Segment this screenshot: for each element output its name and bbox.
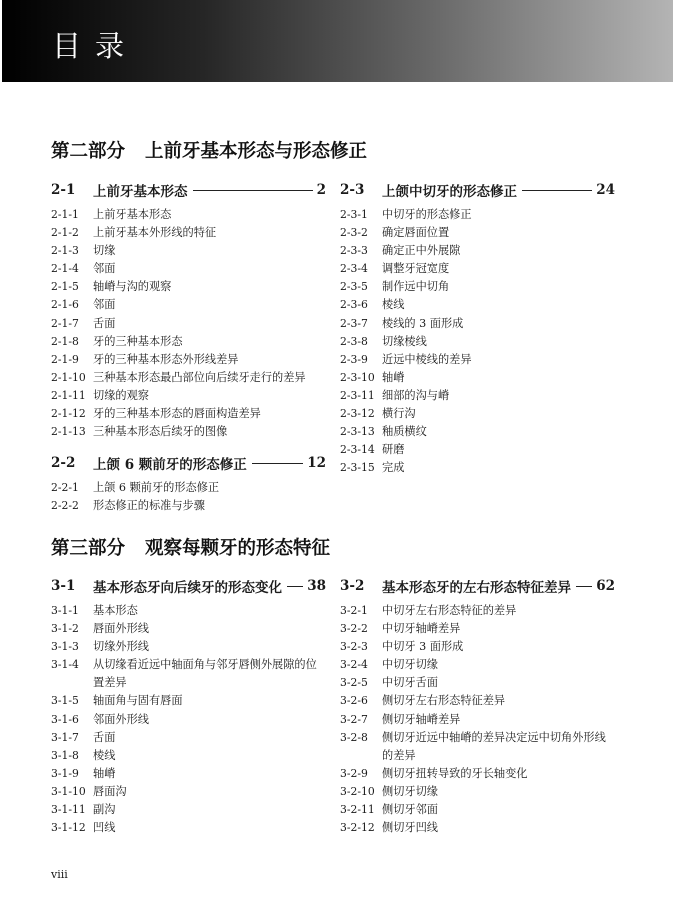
toc-entry[interactable] — [51, 801, 326, 819]
page-number: viii — [51, 868, 68, 881]
entry-title: 釉质横纹 — [382, 425, 427, 439]
toc-section — [51, 453, 326, 515]
entry-number: 3-2-8 — [340, 730, 368, 744]
part-title — [51, 537, 330, 561]
part-heading: 上前牙基本形态与形态修正 — [145, 141, 368, 162]
section-title: 上前牙基本形态 — [93, 184, 188, 200]
section-page: 2 — [316, 182, 326, 198]
toc-entry[interactable] — [340, 711, 615, 729]
entry-number: 2-1-2 — [51, 226, 79, 240]
toc-column — [51, 576, 326, 837]
entry-number: 3-2-1 — [340, 604, 368, 617]
toc-column — [340, 576, 615, 837]
toc-entry[interactable] — [340, 441, 615, 459]
entry-title: 牙的三种基本形态外形线差异 — [93, 352, 239, 366]
entry-number: 3-2-2 — [340, 622, 368, 636]
entry-number: 2-3-7 — [340, 316, 368, 330]
section-page: 12 — [307, 455, 326, 472]
entry-title: 切缘 — [93, 244, 116, 258]
toc-entry[interactable] — [51, 242, 326, 260]
entry-title: 邻面 — [93, 298, 116, 312]
entry-title: 侧切牙左右形态特征差异 — [382, 694, 506, 708]
section-page: 24 — [596, 182, 615, 198]
entry-title: 邻面 — [93, 262, 116, 276]
entry-title: 切缘的观察 — [93, 388, 149, 402]
entry-number: 3-1-7 — [51, 730, 79, 744]
toc-entry[interactable] — [51, 497, 326, 515]
section-heading[interactable] — [340, 180, 615, 200]
toc-entry[interactable] — [51, 423, 326, 441]
toc-column — [51, 180, 326, 515]
entry-title: 上前牙基本形态 — [93, 208, 172, 221]
entry-title: 完成 — [382, 461, 405, 475]
entry-number: 3-1-1 — [51, 604, 79, 617]
entry-number: 3-1-5 — [51, 694, 79, 708]
entry-title: 棱线的 3 面形成 — [382, 316, 464, 330]
entry-number: 2-3-11 — [340, 388, 375, 402]
entry-title: 细部的沟与嵴 — [382, 388, 450, 402]
section-page: 38 — [307, 578, 326, 594]
entry-number: 3-2-4 — [340, 658, 368, 672]
toc-entry[interactable] — [51, 819, 326, 837]
entry-title: 横行沟 — [382, 407, 416, 421]
section-number: 2-2 — [51, 455, 76, 472]
toc-entry[interactable] — [51, 692, 326, 710]
entry-number: 3-2-7 — [340, 712, 368, 726]
entry-number: 2-3-10 — [340, 370, 375, 384]
section-items — [340, 206, 615, 477]
section-page: 62 — [596, 578, 615, 594]
entry-number: 2-3-14 — [340, 443, 375, 457]
toc-section — [340, 576, 615, 837]
toc-entry[interactable] — [51, 296, 326, 314]
section-title: 上颌中切牙的形态修正 — [382, 184, 517, 200]
toc-entry[interactable] — [340, 656, 615, 674]
toc-entry[interactable] — [340, 423, 615, 441]
entry-title: 切缘外形线 — [93, 640, 149, 654]
section-items — [51, 602, 326, 837]
entry-title: 棱线 — [382, 298, 405, 312]
entry-title: 从切缘看近远中轴面角与邻牙唇侧外展隙的位置差异 — [93, 658, 317, 690]
toc-section — [51, 576, 326, 837]
entry-title: 三种基本形态后续牙的图像 — [93, 425, 228, 439]
entry-title: 牙的三种基本形态 — [93, 334, 183, 348]
entry-number: 3-2-9 — [340, 766, 368, 780]
entry-number: 3-2-6 — [340, 694, 368, 708]
entry-number: 2-3-12 — [340, 407, 375, 421]
toc-entry[interactable] — [51, 224, 326, 242]
toc-entry[interactable] — [340, 351, 615, 369]
entry-title: 唇面外形线 — [93, 622, 149, 636]
toc-entry[interactable] — [51, 206, 326, 224]
section-title: 上颌 6 颗前牙的形态修正 — [93, 457, 247, 474]
entry-number: 2-3-9 — [340, 352, 368, 366]
toc-entry[interactable] — [51, 783, 326, 801]
toc-entry[interactable] — [340, 296, 615, 314]
part-title — [51, 140, 367, 164]
section-number: 2-3 — [340, 182, 365, 198]
entry-number: 2-3-5 — [340, 280, 368, 294]
leader-rule — [287, 586, 303, 587]
toc-column — [340, 180, 615, 477]
entry-number: 2-1-9 — [51, 352, 79, 366]
entry-title: 中切牙切缘 — [382, 658, 438, 672]
entry-title: 舌面 — [93, 316, 116, 330]
part-label: 第二部分 — [51, 141, 126, 162]
toc-entry[interactable] — [51, 260, 326, 278]
toc-entry[interactable] — [340, 692, 615, 710]
leader-rule — [193, 190, 313, 191]
entry-number: 2-1-7 — [51, 316, 79, 330]
section-heading[interactable] — [340, 576, 615, 596]
entry-title: 轴嵴 — [93, 766, 116, 780]
toc-entry[interactable] — [51, 711, 326, 729]
section-title: 基本形态牙的左右形态特征差异 — [382, 580, 571, 596]
section-heading[interactable] — [51, 453, 326, 473]
entry-number: 3-2-5 — [340, 676, 368, 690]
section-items — [51, 206, 326, 441]
entry-title: 侧切牙扭转导致的牙长轴变化 — [382, 766, 528, 780]
section-heading[interactable] — [51, 576, 326, 596]
entry-title: 侧切牙近远中轴嵴的差异决定远中切角外形线的差异 — [382, 730, 606, 762]
entry-title: 调整牙冠宽度 — [382, 262, 450, 276]
entry-title: 唇面沟 — [93, 784, 127, 798]
entry-title: 轴嵴与沟的观察 — [93, 280, 172, 294]
entry-title: 侧切牙切缘 — [382, 784, 438, 798]
entry-number: 2-1-11 — [51, 388, 86, 402]
toc-entry[interactable] — [51, 479, 326, 497]
entry-number: 2-1-6 — [51, 298, 79, 312]
toc-entry[interactable] — [340, 260, 615, 278]
toc-entry[interactable] — [340, 278, 615, 296]
toc-entry[interactable] — [340, 459, 615, 477]
entry-title: 侧切牙凹线 — [382, 821, 438, 835]
entry-number: 3-2-11 — [340, 803, 375, 817]
section-title: 基本形态牙向后续牙的形态变化 — [93, 580, 282, 596]
entry-number: 2-2-2 — [51, 499, 79, 513]
entry-number: 3-2-10 — [340, 784, 375, 798]
entry-number: 2-3-4 — [340, 262, 368, 276]
entry-title: 确定正中外展隙 — [382, 244, 461, 258]
entry-number: 3-1-12 — [51, 821, 86, 835]
entry-number: 3-1-3 — [51, 640, 79, 654]
leader-rule — [522, 190, 592, 191]
entry-title: 牙的三种基本形态的唇面构造差异 — [93, 407, 261, 421]
entry-number: 2-3-1 — [340, 208, 368, 221]
entry-title: 上颌 6 颗前牙的形态修正 — [93, 481, 220, 495]
entry-number: 2-3-8 — [340, 334, 368, 348]
toc-entry[interactable] — [340, 783, 615, 801]
entry-number: 2-1-8 — [51, 334, 79, 348]
page-title: 目录 — [52, 29, 139, 63]
entry-number: 2-3-3 — [340, 244, 368, 258]
toc-entry[interactable] — [340, 674, 615, 692]
entry-number: 2-1-3 — [51, 244, 79, 258]
toc-entry[interactable] — [340, 801, 615, 819]
toc-entry[interactable] — [340, 638, 615, 656]
toc-entry[interactable] — [340, 224, 615, 242]
toc-entry[interactable] — [340, 765, 615, 783]
toc-entry[interactable] — [340, 242, 615, 260]
entry-number: 2-1-1 — [51, 208, 79, 221]
toc-section — [340, 180, 615, 477]
section-number: 2-1 — [51, 182, 76, 198]
toc-entry[interactable] — [51, 278, 326, 296]
entry-title: 棱线 — [93, 748, 116, 762]
entry-title: 侧切牙邻面 — [382, 803, 438, 817]
entry-number: 2-1-12 — [51, 407, 86, 421]
entry-number: 3-1-6 — [51, 712, 79, 726]
entry-title: 中切牙左右形态特征的差异 — [382, 604, 517, 617]
section-items — [340, 602, 615, 837]
toc-entry[interactable] — [340, 405, 615, 423]
entry-title: 轴嵴 — [382, 370, 405, 384]
toc-entry[interactable] — [51, 638, 326, 656]
entry-number: 2-1-13 — [51, 425, 86, 439]
entry-number: 3-2-3 — [340, 640, 368, 654]
entry-number: 3-1-11 — [51, 803, 86, 817]
entry-number: 2-2-1 — [51, 481, 79, 495]
entry-title: 侧切牙轴嵴差异 — [382, 712, 461, 726]
entry-title: 邻面外形线 — [93, 712, 149, 726]
entry-number: 3-2-12 — [340, 821, 375, 835]
entry-number: 3-1-9 — [51, 766, 79, 780]
entry-number: 2-3-2 — [340, 226, 368, 240]
toc-entry[interactable] — [51, 315, 326, 333]
toc-entry[interactable] — [340, 206, 615, 224]
toc-entry[interactable] — [51, 351, 326, 369]
toc-entry[interactable] — [51, 369, 326, 387]
part-label: 第三部分 — [51, 538, 126, 559]
entry-title: 中切牙的形态修正 — [382, 208, 472, 221]
toc-entry[interactable] — [51, 387, 326, 405]
entry-title: 确定唇面位置 — [382, 226, 450, 240]
entry-title: 副沟 — [93, 803, 116, 817]
toc-entry[interactable] — [340, 333, 615, 351]
entry-number: 3-1-8 — [51, 748, 79, 762]
entry-title: 切缘棱线 — [382, 334, 427, 348]
toc-entry[interactable] — [340, 620, 615, 638]
entry-number: 2-3-13 — [340, 425, 375, 439]
toc-entry[interactable] — [51, 747, 326, 765]
entry-title: 三种基本形态最凸部位向后续牙走行的差异 — [93, 370, 306, 384]
toc-entry[interactable] — [51, 656, 326, 692]
toc-entry[interactable] — [51, 620, 326, 638]
entry-number: 3-1-2 — [51, 622, 79, 636]
toc-entry[interactable] — [340, 369, 615, 387]
entry-number: 2-3-6 — [340, 298, 368, 312]
leader-rule — [252, 463, 303, 464]
entry-title: 近远中棱线的差异 — [382, 352, 472, 366]
part-heading: 观察每颗牙的形态特征 — [145, 538, 331, 559]
entry-number: 2-1-4 — [51, 262, 79, 276]
section-number: 3-2 — [340, 578, 365, 594]
entry-number: 2-1-10 — [51, 370, 86, 384]
toc-entry[interactable] — [340, 819, 615, 837]
toc-entry[interactable] — [340, 602, 615, 620]
toc-entry[interactable] — [51, 602, 326, 620]
entry-title: 轴面角与固有唇面 — [93, 694, 183, 708]
toc-entry[interactable] — [51, 765, 326, 783]
entry-title: 中切牙 3 面形成 — [382, 640, 464, 654]
toc-section — [51, 180, 326, 441]
entry-title: 凹线 — [93, 821, 116, 835]
entry-title: 制作远中切角 — [382, 280, 450, 294]
section-heading[interactable] — [51, 180, 326, 200]
toc-entry[interactable] — [340, 315, 615, 333]
toc-entry[interactable] — [340, 729, 615, 765]
section-items — [51, 479, 326, 515]
entry-number: 2-1-5 — [51, 280, 79, 294]
entry-number: 3-1-10 — [51, 784, 86, 798]
entry-title: 舌面 — [93, 730, 116, 744]
entry-title: 中切牙轴嵴差异 — [382, 622, 461, 636]
section-number: 3-1 — [51, 578, 76, 594]
leader-rule — [576, 586, 592, 587]
entry-title: 研磨 — [382, 443, 405, 457]
toc-entry[interactable] — [51, 405, 326, 423]
toc-entry[interactable] — [51, 333, 326, 351]
entry-title: 基本形态 — [93, 604, 138, 617]
entry-title: 上前牙基本外形线的特征 — [93, 226, 217, 240]
toc-entry[interactable] — [340, 387, 615, 405]
entry-number: 3-1-4 — [51, 658, 79, 672]
entry-title: 形态修正的标准与步骤 — [93, 499, 205, 513]
toc-entry[interactable] — [51, 729, 326, 747]
entry-number: 2-3-15 — [340, 461, 375, 475]
entry-title: 中切牙舌面 — [382, 676, 438, 690]
